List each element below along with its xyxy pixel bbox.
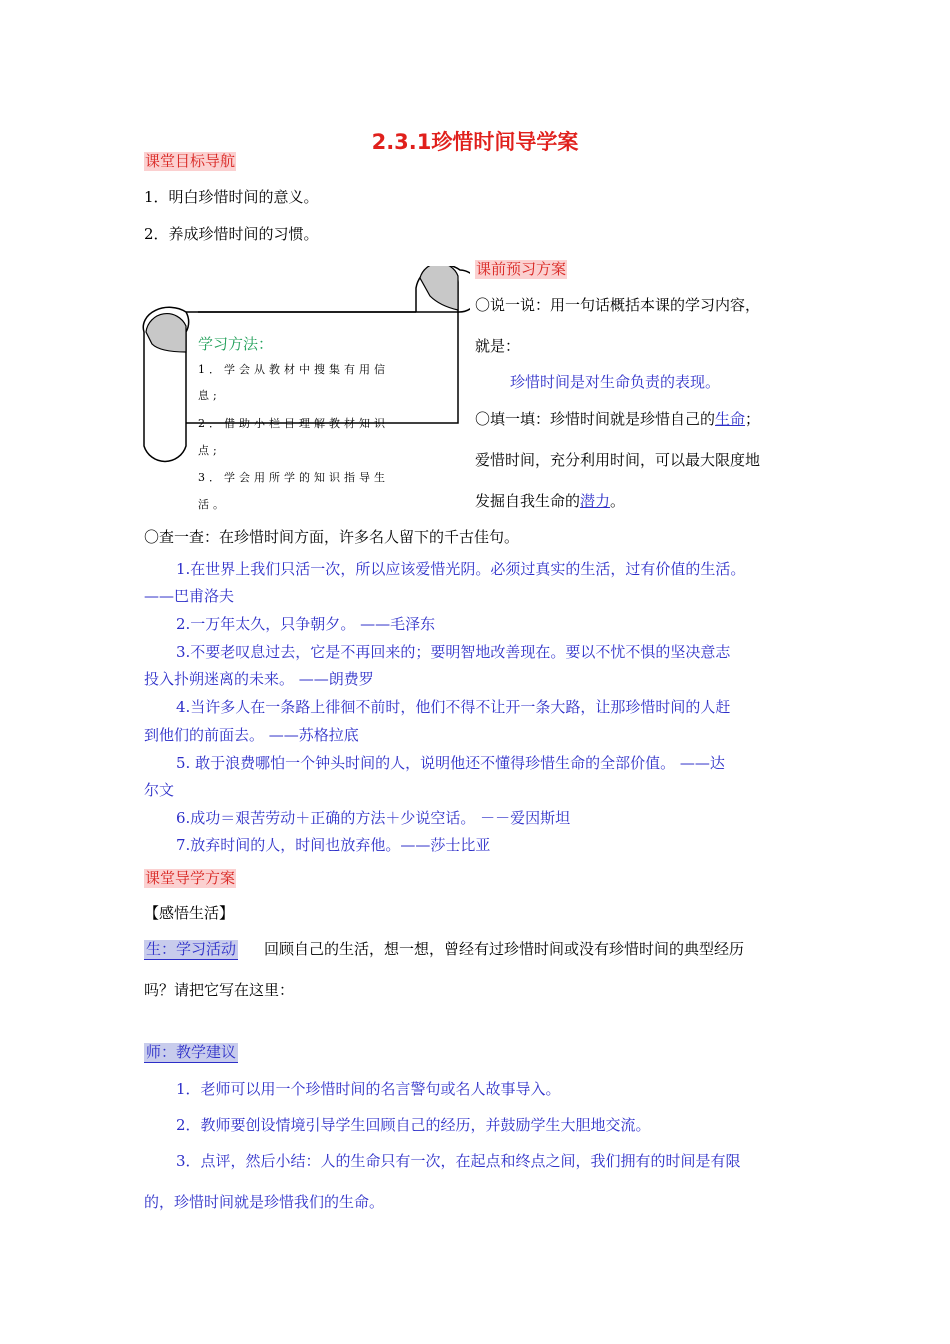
student-line-2: 吗？请把它写在这里： bbox=[144, 981, 295, 999]
scroll-heading: 学习方法： bbox=[198, 335, 274, 353]
say-answer: 珍惜时间是对生命负责的表现。 bbox=[510, 373, 721, 391]
teacher-item-2: 2．教师要创设情境引导学生回顾自己的经历，并鼓励学生大胆地交流。 bbox=[176, 1116, 651, 1134]
quote-3a: 3.不要老叹息过去，它是不再回来的；要明智地改善现在。要以不忧不惧的坚决意志 bbox=[176, 643, 731, 661]
quote-1a: 1.在世界上我们只活一次，所以应该爱惜光阴。必须过真实的生活，过有价值的生活。 bbox=[176, 560, 746, 578]
goal-item-2: 2．养成珍惜时间的习惯。 bbox=[144, 225, 319, 243]
scroll-line-1: 1．学会从教材中搜集有用信 bbox=[198, 363, 389, 376]
say-line-1: 〇说一说：用一句话概括本课的学习内容， bbox=[475, 296, 761, 314]
quote-3b: 投入扑朔迷离的未来。 ——朗费罗 bbox=[144, 670, 374, 688]
quote-1b: ——巴甫洛夫 bbox=[144, 587, 235, 605]
preview-heading: 课前预习方案 bbox=[476, 260, 567, 278]
guide-section: 【感悟生活】 bbox=[144, 904, 235, 922]
quote-4a: 4.当许多人在一条路上徘徊不前时，他们不得不让开一条大路，让那珍惜时间的人赶 bbox=[176, 698, 731, 716]
quote-4b: 到他们的前面去。 ——苏格拉底 bbox=[144, 726, 359, 744]
teacher-tag: 师：教学建议 bbox=[146, 1043, 237, 1061]
quote-6: 6.成功＝艰苦劳动＋正确的方法＋少说空话。 －－爱因斯坦 bbox=[176, 809, 571, 827]
teacher-item-3b: 的，珍惜时间就是珍惜我们的生命。 bbox=[144, 1193, 385, 1211]
goals-heading: 课堂目标导航 bbox=[145, 152, 236, 170]
page-title: 2.3.1珍惜时间导学案 bbox=[371, 130, 579, 154]
say-line-2: 就是： bbox=[475, 337, 521, 355]
guide-heading: 课堂导学方案 bbox=[145, 869, 236, 887]
fill-line-2: 爱惜时间，充分利用时间，可以最大限度地 bbox=[475, 451, 761, 469]
fill-prefix: 〇填一填：珍惜时间就是珍惜自己的 bbox=[475, 410, 716, 428]
student-line-1: 回顾自己的生活，想一想，曾经有过珍惜时间或没有珍惜时间的典型经历 bbox=[264, 940, 745, 958]
quote-5b: 尔文 bbox=[144, 781, 175, 799]
scroll-line-5: 3．学会用所学的知识指导生 bbox=[198, 471, 389, 484]
quote-2: 2.一万年太久，只争朝夕。 ——毛泽东 bbox=[176, 615, 436, 633]
quote-7: 7.放弃时间的人，时间也放弃他。——莎士比亚 bbox=[176, 836, 491, 854]
scroll-line-3: 2．借助小栏目理解教材知识 bbox=[198, 417, 389, 430]
fill-end: 。 bbox=[610, 492, 626, 510]
scroll-line-4: 点; bbox=[198, 444, 221, 457]
check-intro: 〇查一查：在珍惜时间方面，许多名人留下的千古佳句。 bbox=[144, 528, 520, 546]
fill-line-1 bbox=[475, 410, 760, 429]
teacher-item-3a: 3．点评，然后小结：人的生命只有一次，在起点和终点之间，我们拥有的时间是有限 bbox=[176, 1152, 741, 1170]
quote-5a: 5. 敢于浪费哪怕一个钟头时间的人，说明他还不懂得珍惜生命的全部价值。 ——达 bbox=[176, 754, 725, 772]
fill-line-3 bbox=[475, 492, 625, 511]
scroll-line-6: 活。 bbox=[198, 498, 228, 511]
fill-answer-1: 生命 bbox=[715, 410, 746, 428]
student-tag: 生：学习活动 bbox=[146, 940, 237, 958]
goal-item-1: 1．明白珍惜时间的意义。 bbox=[144, 188, 319, 206]
scroll-line-2: 息; bbox=[198, 389, 221, 402]
fill-line3-prefix: 发掘自我生命的 bbox=[475, 492, 581, 510]
fill-answer-2: 潜力 bbox=[580, 492, 611, 510]
fill-mid: ； bbox=[745, 410, 761, 428]
teacher-item-1: 1．老师可以用一个珍惜时间的名言警句或名人故事导入。 bbox=[176, 1080, 561, 1098]
